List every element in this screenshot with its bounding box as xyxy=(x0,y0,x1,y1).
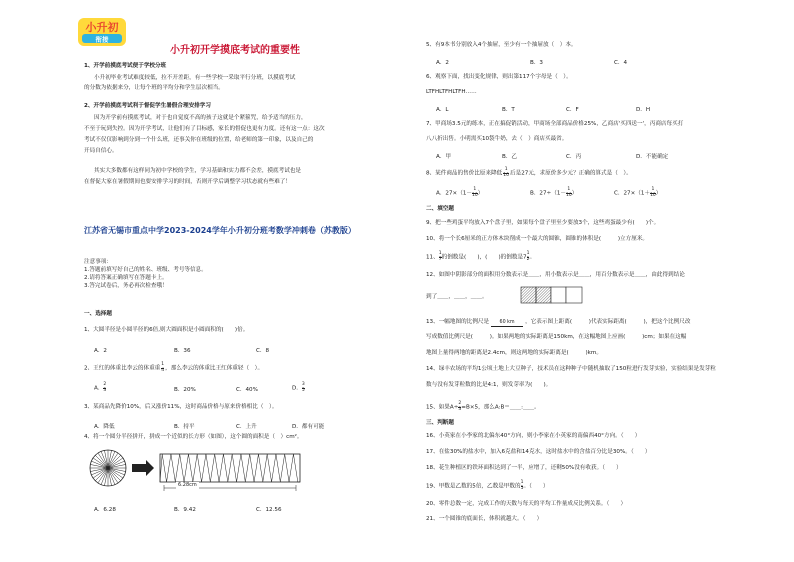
q12-line1: 12、如图中阴影部分的面积用分数表示是＿＿，用小数表示是＿＿，用百分数表示是＿＿，由此得到结论 xyxy=(426,272,685,278)
q3-option-a[interactable]: A．降低 xyxy=(94,424,115,430)
q14-line1: 14、绿丰农场的平均1公顷土地上大豆种子，技术员在这种种子中随机抽取了150粒进行发芽实验，实验结果是发芽粒 xyxy=(426,366,716,372)
q1-text: 1、大圆半径是小圆半径的6倍,则大圆面积是小圆面积的( )倍。 xyxy=(84,327,249,333)
q13-line1: 13、一幅地图的比例尺是 60 km ，它表示图上距离( )代表实际距离( )，把这个比例尺改 xyxy=(426,319,691,325)
intro-p2-line3: 考试不仅仅影响到分到一个什么班，还事关你在班级的位置，给老师的第一印象，以及自己的 xyxy=(84,137,314,143)
q1-option-c[interactable]: C．8 xyxy=(256,348,270,354)
q2-text-tail: ，那么李云的体重比王红体重轻（ ）。 xyxy=(165,365,264,372)
q1-option-a[interactable]: A．2 xyxy=(94,348,107,354)
q4-text: 4、将一个圆分半径拼开，拼成一个近似的长方形（如图），这个圆的面积是（ ）cm²。 xyxy=(84,434,303,440)
exam-title: 江苏省无锡市重点中学2023-2024学年小升初分班考数学冲刺卷（苏教版） xyxy=(84,226,356,235)
q4-figure-label: 6.28cm xyxy=(178,482,197,488)
q12-line2: 到了＿＿，＿＿，＿＿。 xyxy=(426,294,488,300)
q6-sequence: LTFHLTFHLTFH…… xyxy=(426,89,477,95)
q2-text xyxy=(84,363,263,373)
q8-option-b[interactable]: B．27÷（1－ $\frac{1}{10}$ ） xyxy=(530,187,578,198)
q6-text: 6、观察下面，找出变化规律，则出第117个字母是（ ）。 xyxy=(426,74,572,80)
q3-option-d[interactable]: D．都有可能 xyxy=(292,424,325,430)
svg-text:衔接: 衔接 xyxy=(95,35,109,44)
q19-text: 19、甲数是乙数的5倍，乙数是甲数的 $\frac{1}{5}$ 。（ ） xyxy=(426,480,549,491)
q1-option-b[interactable]: B．36 xyxy=(174,348,191,354)
section3-heading: 三、判断题 xyxy=(426,420,454,426)
logo-icon xyxy=(76,14,128,50)
q2-option-a[interactable]: A． $\frac{2}{3}$ xyxy=(94,382,107,393)
q13-scale: 60 km xyxy=(489,319,525,326)
q10-text: 10、将一个长6厘米的正方体木块削成一个最大的圆锥，圆锥的体积是( )立方厘米。 xyxy=(426,236,649,242)
section2-heading: 二、填空题 xyxy=(426,206,454,212)
intro-heading-2: 2、开学前摸底考试利于督促学生暑假合理安排学习 xyxy=(84,103,211,109)
q3-text: 3、某商品先降价10%，后又涨价11%，这时商品价格与原来价格相比（ ）。 xyxy=(84,404,278,410)
q3-option-c[interactable]: C．上升 xyxy=(236,424,257,430)
notes-title: 注意事项： xyxy=(84,259,112,265)
q13-line2: 写成数值比例尺是( )。如果两地的实际距离是150km，在这幅地图上应画( )cm；如果在这幅 xyxy=(426,334,687,340)
q4-figure xyxy=(84,448,314,498)
q7-option-b[interactable]: B．乙 xyxy=(502,154,518,160)
q5-option-b[interactable]: B．3 xyxy=(530,60,543,66)
q13-line3: 地图上量得两地的距离是2.4cm，则这两地的实际距离是( )km。 xyxy=(426,350,602,356)
q7-option-a[interactable]: A．甲 xyxy=(436,154,452,160)
intro-p1-line1: 小升初毕业考试难度较低，拉不开差距，有一些学校一采取平行分班，以摸底考试 xyxy=(94,75,296,81)
q12-shaded-bar xyxy=(520,286,584,304)
note-2: 2.请将答案正确填写在答题卡上。 xyxy=(84,275,168,281)
q7-line1: 7、甲商场3.5元的练本，正在搞促销活动，甲商场全部商品价格25%，乙商店'买四送一'，丙商店每买打 xyxy=(426,121,684,127)
q3-option-b[interactable]: B．持平 xyxy=(174,424,195,430)
q4-option-a[interactable]: A．6.28 xyxy=(94,507,116,513)
q5-option-c[interactable]: C．4 xyxy=(614,60,628,66)
q2-option-d[interactable]: D． $\frac{3}{5}$ xyxy=(292,382,305,393)
q14-line2: 数与没有发芽粒数的比是4:1，则发芽率为( )。 xyxy=(426,382,552,388)
section1-heading: 一、选择题 xyxy=(84,311,112,317)
intro-heading-1: 1、开学前摸底考试便于学校分班 xyxy=(84,63,167,69)
q6-option-b[interactable]: B．T xyxy=(502,107,515,113)
svg-text:小升初: 小升初 xyxy=(85,21,119,34)
q7-option-c[interactable]: C．丙 xyxy=(566,154,582,160)
intro-p3-line2: 在督促大家在暑假期间也要安排学习的时间，否则开学后调整学习状态就有些难了！ xyxy=(84,179,291,185)
q5-text: 5、有9本书分别放入4个抽屉，至少有一个抽屉放（ ）本。 xyxy=(426,42,577,48)
q6-option-c[interactable]: C．F xyxy=(566,107,579,113)
q16-text: 16、小英家在小李家的北偏东40°方向，则小李家在小英家的南偏西40°方向。（ ） xyxy=(426,433,641,439)
arrow-right-icon xyxy=(132,460,154,476)
q4-option-c[interactable]: C．12.56 xyxy=(256,507,282,513)
q21-text: 21、一个圆锥的底面长，体积就越大。（ ） xyxy=(426,516,543,522)
note-1: 1.答题前填写好自己的姓名、班级、考号等信息。 xyxy=(84,267,207,273)
q11-text: 11、 $\frac{1}{7}$ 的倒数是( )，( )的倒数是7 $\frac{1}{2}$ 。 xyxy=(426,251,536,262)
q7-line2: 八八折出售。小明需买10袋牛奶，去（ ）商店买最省。 xyxy=(426,136,568,142)
q2-fraction: $\frac{1}{4}$ xyxy=(161,362,165,373)
q4-circle-icon xyxy=(90,450,126,486)
q2-option-b[interactable]: B．20% xyxy=(174,387,196,393)
intro-p3-line1: 其实大多数都有这样同为初中学校的学生，学习基础和实力都不会差，摸底考试也是 xyxy=(94,168,301,174)
q15-text: 15、如果A÷ $\frac{2}{3}$ =B×5，那么A:B＝＿＿:＿＿。 xyxy=(426,401,540,412)
q17-text: 17、在盐30%的盐水中，加入6克盐和14克水，这时盐水中的含盐百分比是30%。（ ） xyxy=(426,449,651,455)
intro-p2-line4: 开局自信心。 xyxy=(84,148,118,154)
q20-text: 20、零件总数一定，完成工作的天数与每天的平均工作量成反比例关系。（ ） xyxy=(426,501,627,507)
q2-option-c[interactable]: C．40% xyxy=(236,387,258,393)
q8-option-a[interactable]: A．27×（1－ $\frac{1}{10}$ ） xyxy=(436,187,484,198)
q8-text: 8、某件商品的售价比原来降低 $\frac{1}{10}$ 后是27元，求原价多少元？正确的算式是（ ）。 xyxy=(426,167,632,178)
q6-option-d[interactable]: D．H xyxy=(636,107,651,113)
q9-text: 9、把一些鸡蛋平均放入7个盘子里，如果每个盘子里至少要放3个，这些鸡蛋最少有( )个。 xyxy=(426,220,660,226)
q4-rectangle-icon xyxy=(160,454,300,482)
q18-text: 18、花生种植区的铁环面积达到了一半，应增了，还剩50%没有收获。（ ） xyxy=(426,465,622,471)
note-3: 3.答完试卷后，务必再次检查哦！ xyxy=(84,283,168,289)
q2-text-main: 2、王红的体重比李云的体重重 xyxy=(84,365,161,372)
q6-option-a[interactable]: A．L xyxy=(436,107,449,113)
q7-option-d[interactable]: D．不能确定 xyxy=(636,154,669,160)
intro-p2-line1: 因为开学前有摸底考试，对于也自觉度不高的孩子这就是个紧箍咒，给予适当的压力， xyxy=(94,115,307,121)
intro-p2-line2: 不至于玩到失控。因为开学考试，让他们有了目标感，家长的督促也更有力度。还有这一点：这次 xyxy=(84,126,325,132)
q5-option-a[interactable]: A．2 xyxy=(436,60,449,66)
q4-option-b[interactable]: B．9.42 xyxy=(174,507,196,513)
q8-option-c[interactable]: C．27×（1＋ $\frac{1}{10}$ ） xyxy=(614,187,662,198)
intro-title: 小升初开学摸底考试的重要性 xyxy=(170,45,300,56)
intro-p1-line2: 的分数为依据来分，让每个班的平均分和学生层次相当。 xyxy=(84,85,224,91)
